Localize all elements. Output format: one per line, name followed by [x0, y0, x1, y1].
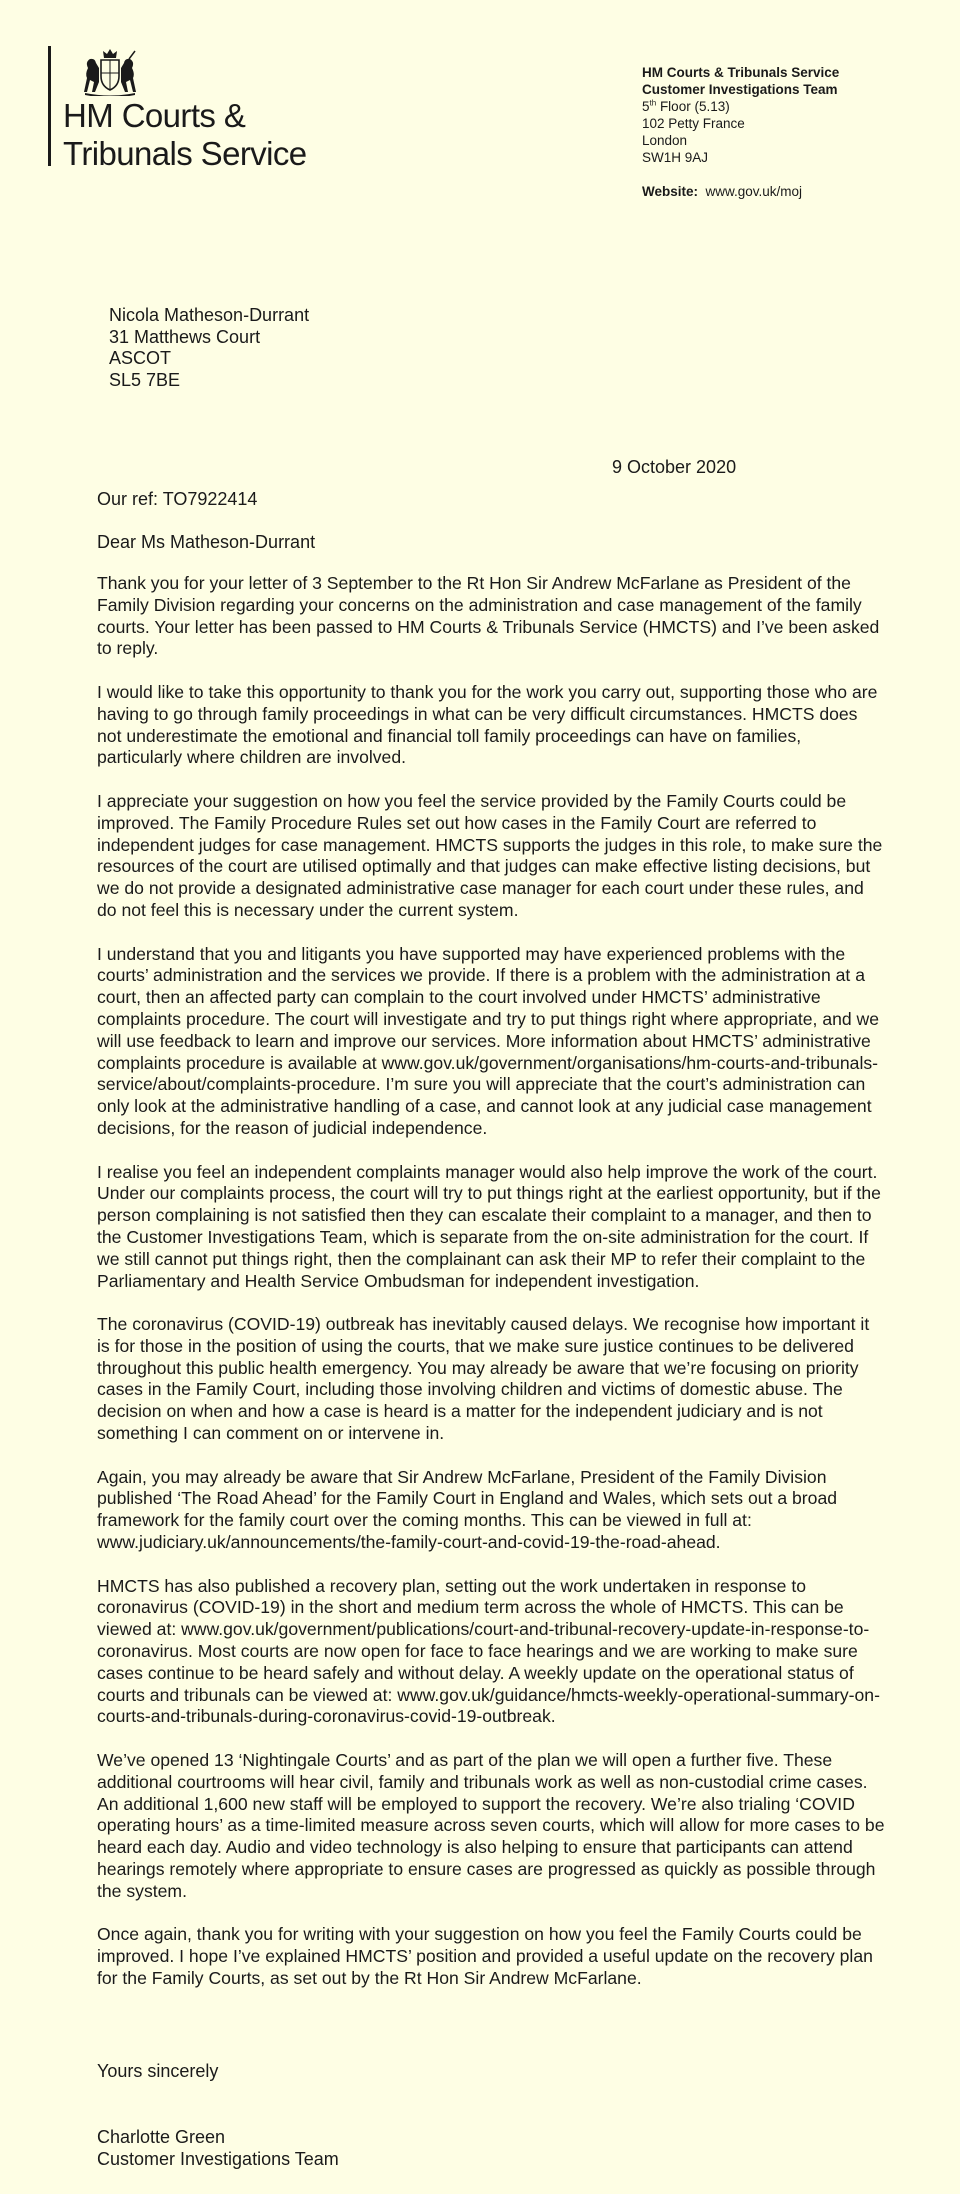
body-paragraph: Again, you may already be aware that Sir Andrew McFarlane, President of the Family Division published ‘The Road Ahead’ for the Family Court in England and Wales, which sets out a broad framework for the family court over the coming months. This can be viewed in full at: www.judiciary.uk/announcements/the-family-court-and-covid-19-the-road-ahead. — [97, 1466, 838, 1553]
body-paragraph: I realise you feel an independent complaints manager would also help improve the work of the court. Under our complaints process, the court will try to put things right at the earliest opportunity, but if the person complaining is not satisfied then they can escalate their complaint to a manager, and then to the Customer Investigations Team, which is separate from the on-site administration for the court. If we still cannot put things right, then the complainant can ask their MP to refer their complaint to the Parliamentary and Health Service Ombudsman for independent investigation. — [97, 1161, 881, 1291]
letterhead-logo — [48, 46, 307, 172]
signatory-team: Customer Investigations Team — [97, 2148, 339, 2169]
sender-website — [642, 183, 839, 200]
org-name-line2: Tribunals Service — [63, 135, 307, 172]
salutation: Dear Ms Matheson-Durrant — [97, 532, 316, 552]
recipient-postcode: SL5 7BE — [109, 369, 181, 390]
body-paragraph: We’ve opened 13 ‘Nightingale Courts’ and as part of the plan we will open a further five. These additional courtrooms will hear civil, family and tribunals work as well as non-custodial crime cases. An additional 1,600 new staff will be employed to support the recovery. We’re also trialing ‘COVID operating hours’ as a time-limited measure across seven courts, which will allow for more cases to be heard each day. Audio and video technology is also helping to ensure that participants can attend hearings remotely where appropriate to ensure cases are progressed as quickly as possible through the system. — [97, 1750, 885, 1901]
body-paragraph: I understand that you and litigants you have supported may have experienced problems with the courts’ administration and the services we provide. If there is a problem with the administration at a court, then an affected party can complain to the court involved under HMCTS’ administrative complaints procedure. The court will investigate and try to put things right where appropriate, and we will use feedback to learn and improve our services. More information about HMCTS’ administrative complaints procedure is available at www.gov.uk/government/organisations/hm-courts-and-tribunals-service/about/complaints-procedure. I’m sure you will appreciate that the court’s administration can only look at the administrative handling of a case, and cannot look at any judicial case management decisions, for the reason of judicial independence. — [97, 943, 880, 1138]
website-label: Website: — [642, 184, 699, 199]
signatory — [97, 2127, 339, 2170]
body-paragraph: Thank you for your letter of 3 September to the Rt Hon Sir Andrew McFarlane as President of the Family Division regarding your concerns on the administration and case management of the family courts. Your letter has been passed to HM Courts & Tribunals Service (HMCTS) and I’ve been asked to reply. — [97, 573, 880, 659]
website-url: www.gov.uk/moj — [705, 184, 803, 199]
body-paragraph: I appreciate your suggestion on how you feel the service provided by the Family Courts could be improved. The Family Procedure Rules set out how cases in the Family Court are referred to independent judges for case management. HMCTS supports the judges in this role, to make sure the resources of the court are utilised optimally and that judges can make effective listing decisions, but we do not provide a designated administrative case manager for each court under these rules, and do not feel this is necessary under the current system. — [97, 790, 883, 920]
recipient-town: ASCOT — [109, 348, 172, 368]
org-name-line1: HM Courts & — [63, 97, 246, 134]
body-paragraph: HMCTS has also published a recovery plan, setting out the work undertaken in response to coronavirus (COVID-19) in the short and medium term across the whole of HMCTS. This can be viewed at: www.gov.uk/government/publications/court-and-tribunal-recovery-update-in-response-to-coronavirus. Most courts are now open for face to face hearings and we are working to make sure cases continue to be heard safely and without delay. A weekly update on the operational status of courts and tribunals can be viewed at: www.gov.uk/guidance/hmcts-weekly-operational-summary-on-courts-and-tribunals-during-coronavirus-covid-19-outbreak. — [97, 1575, 880, 1727]
sender-city: London — [642, 133, 688, 148]
signoff: Yours sincerely — [97, 2061, 219, 2081]
sender-floor: 5th Floor (5.13) — [642, 98, 730, 114]
letter-body — [97, 573, 885, 2012]
body-paragraph: Once again, thank you for writing with your suggestion on how you feel the Family Courts could be improved. I hope I’ve explained HMCTS’ position and provided a useful update on the recovery plan for the Family Courts, as set out by the Rt Hon Sir Andrew McFarlane. — [97, 1924, 873, 1988]
body-paragraph: I would like to take this opportunity to thank you for the work you carry out, supporting those who are having to go through family proceedings in what can be very difficult circumstances. HMCTS does not underestimate the emotional and financial toll family proceedings can have on families, particularly where children are involved. — [97, 681, 878, 768]
royal-coat-of-arms-icon — [79, 46, 141, 96]
sender-team: Customer Investigations Team — [642, 82, 838, 97]
signatory-name: Charlotte Green — [97, 2127, 226, 2147]
recipient-address — [109, 305, 309, 391]
sender-address — [642, 64, 839, 200]
reference-number: Our ref: TO7922414 — [97, 489, 258, 509]
sender-org: HM Courts & Tribunals Service — [642, 65, 840, 80]
body-paragraph: The coronavirus (COVID-19) outbreak has inevitably caused delays. We recognise how important it is for those in the position of using the courts, that we make sure justice continues to be delivered throughout this public health emergency. You may already be aware that we’re focusing on priority cases in the Family Court, including those involving children and victims of domestic abuse. The decision on when and how a case is heard is a matter for the independent judiciary and is not something I can comment on or intervene in. — [97, 1314, 870, 1444]
sender-postcode: SW1H 9AJ — [642, 150, 709, 165]
recipient-street: 31 Matthews Court — [109, 326, 261, 347]
sender-street: 102 Petty France — [642, 116, 745, 131]
recipient-name: Nicola Matheson-Durrant — [109, 305, 310, 325]
letter-date: 9 October 2020 — [612, 457, 737, 477]
